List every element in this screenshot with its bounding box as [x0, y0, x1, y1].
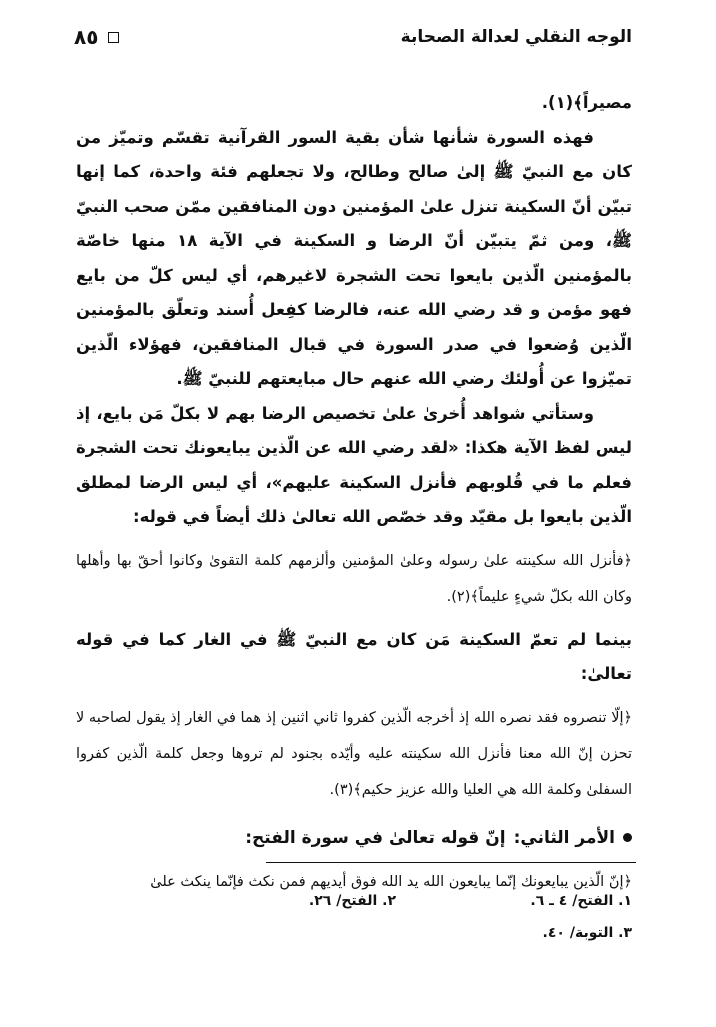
footnote-3: ٣. التوبة/ ٤٠. [542, 925, 632, 941]
quran-quote-3: ﴿إنّ الّذين يبايعونك إنّما يبايعون الله يد الله فوق أيديهم فمن نكث فإنّما ينكث علىٰ [150, 873, 632, 890]
page-number-group [74, 25, 119, 49]
footnote-divider [266, 862, 636, 863]
bullet-icon [623, 833, 632, 842]
paragraph-2: وستأتي شواهد أُخرىٰ علىٰ تخصيص الرضا بهم لا بكلّ مَن بايع، إذ ليس لفظ الآية هكذا: «لقد رضي الله عن الّذين يبايعونك تحت الشجرة فعلم ما في قُلوبهم فأنزل السكينة عليهم»، أي ليس الرضا لمطلق الّذين بايعوا بل مقيّد وقد خصّص الله تعالىٰ ذلك أيضاً في قوله: [76, 403, 632, 526]
heading-text: إنّ قوله تعالىٰ في سورة الفتح: [245, 827, 506, 848]
quran-quote-2: ﴿إلّا تنصروه فقد نصره الله إذ أخرجه الّذين كفروا ثاني اثنين إذ هما في الغار إذ يقول لصاحبه لا تحزن إنّ الله معنا فأنزل الله سكينته عليه وأيّده بجنود لم تروها وجعل كلمة الّذين كفروا السفلىٰ وكلمة الله هي العليا والله عزيز حكيم﴾(٣). [76, 709, 632, 798]
running-title: الوجه النقلي لعدالة الصحابة [400, 27, 632, 47]
page-body [76, 86, 632, 900]
quran-quote-1: ﴿فأنزل الله سكينته علىٰ رسوله وعلىٰ المؤمنين وألزمهم كلمة التقوىٰ وكانوا أحقّ بها وأهلها وكان الله بكلّ شيءٍ عليماً﴾(٢). [76, 552, 632, 605]
footnote-1: ١. الفتح/ ٤ ـ ٦. [530, 893, 632, 909]
footnote-2: ٢. الفتح/ ٢٦. [308, 893, 396, 909]
section-heading [76, 820, 632, 856]
page-number: ٨٥ [74, 25, 99, 49]
paragraph-continuation: مصيراً﴾(١). [541, 93, 632, 112]
square-ornament-icon [108, 32, 119, 43]
heading-label: الأمر الثاني: [513, 827, 615, 848]
paragraph-1: فهذه السورة شأنها شأن بقية السور القرآنية تقسّم وتميّز من كان مع النبيّ ﷺ إلىٰ صالح وطالح، ولا تجعلهم فئة واحدة، كما إنها تبيّن أنّ السكينة تنزل علىٰ المؤمنين دون المنافقين ممّن صحب النبيّ ﷺ، ومن ثمّ يتبيّن أنّ الرضا و السكينة في الآية ١٨ منها خاصّة بالمؤمنين الّذين بايعوا تحت الشجرة لاغيرهم، أي ليس كلّ من بايع فهو مؤمن و قد رضي الله عنه، فالرضا كفِعل أُسند وتعلّق بالمؤمنين الّذين وُضعوا في صدر السورة في قبال المنافقين، فهؤلاء الّذين تميّزوا عن أُولئك رضي الله عنهم حال مبايعتهم للنبيّ ﷺ. [76, 127, 632, 388]
paragraph-3: بينما لم تعمّ السكينة مَن كان مع النبيّ ﷺ في الغار كما في قوله تعالىٰ: [76, 629, 632, 683]
running-header [74, 22, 632, 52]
